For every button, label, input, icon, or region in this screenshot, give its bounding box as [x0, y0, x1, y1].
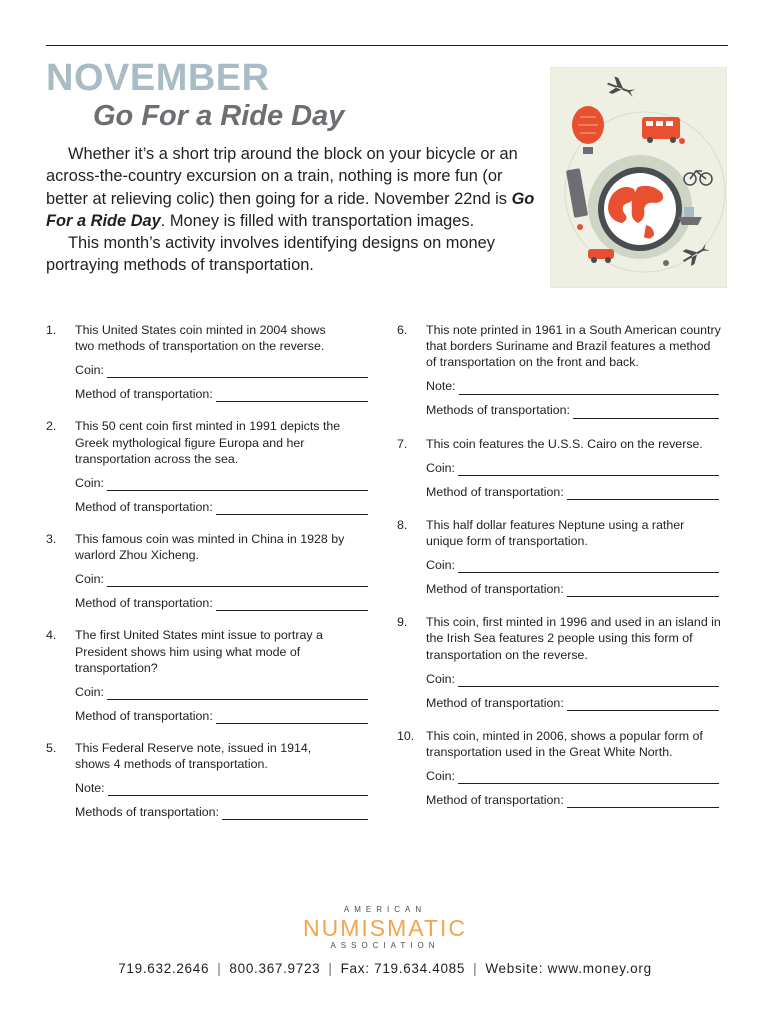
question-text: This coin features the U.S.S. Cairo on the reverse. — [426, 436, 703, 451]
question-text: This coin, first minted in 1996 and used in an island in the Irish Sea features 2 people using this form of transportation on the reverse. — [426, 615, 721, 662]
question-text: This Federal Reserve note, issued in 1914, shows 4 methods of transportation. — [75, 741, 312, 772]
question-9 — [397, 614, 722, 711]
question-text: This note printed in 1961 in a South American country that borders Suriname and Brazil features a method of transportation on the front and back. — [426, 323, 721, 370]
transportation-answer-field[interactable]: Method of transportation: — [426, 581, 719, 597]
transportation-answer-field[interactable]: Method of transportation: — [426, 484, 719, 500]
transportation-answer-field[interactable]: Methods of transportation: — [75, 804, 368, 820]
question-number: 5. — [46, 741, 57, 756]
logo-top-text: AMERICAN — [343, 905, 427, 914]
questions-left-column — [46, 322, 346, 820]
page-title: Go For a Ride Day — [93, 100, 345, 132]
question-number: 8. — [397, 517, 408, 532]
intro-text — [46, 143, 546, 277]
fax-number: Fax: 719.634.4085 — [340, 961, 466, 976]
question-4 — [46, 627, 346, 724]
coin-answer-field[interactable]: Coin: — [75, 362, 368, 378]
question-5 — [46, 740, 346, 820]
transportation-answer-field[interactable]: Methods of transportation: — [426, 403, 719, 419]
note-answer-field[interactable]: Note: — [75, 780, 368, 796]
coin-answer-field[interactable]: Coin: — [426, 460, 719, 476]
question-text: This famous coin was minted in China in 1928 by warlord Zhou Xicheng. — [75, 532, 345, 563]
question-8 — [397, 517, 722, 597]
question-number: 3. — [46, 532, 57, 547]
question-text: This half dollar features Neptune using a rather unique form of transportation. — [426, 517, 685, 549]
coin-answer-field[interactable]: Coin: — [75, 684, 368, 700]
question-number: 7. — [397, 436, 408, 451]
intro-paragraph-1: Whether it’s a short trip around the block on your bicycle or an across-the-country excursion on a train, nothing is more fun (or better at relieving colic) then going for a ride. November 22nd is Go For a Ride Day. Money is filled with transportation images. — [46, 145, 535, 230]
coin-answer-field[interactable]: Coin: — [426, 557, 719, 573]
website-link[interactable]: Website: www.money.org — [485, 961, 652, 976]
question-text: This United States coin minted in 2004 shows two methods of transportation on the reverse. — [75, 323, 326, 354]
transportation-answer-field[interactable]: Method of transportation: — [75, 595, 368, 611]
coin-answer-field[interactable]: Coin: — [426, 671, 719, 687]
transportation-answer-field[interactable]: Method of transportation: — [426, 695, 719, 711]
logo-main-text: NUMISMATIC — [303, 915, 467, 941]
question-number: 10. — [397, 728, 415, 743]
toll-free-number: 800.367.9723 — [229, 961, 321, 976]
coin-answer-field[interactable]: Coin: — [426, 768, 719, 784]
question-2 — [46, 418, 346, 515]
transportation-answer-field[interactable]: Method of transportation: — [75, 708, 368, 724]
transportation-answer-field[interactable]: Method of transportation: — [426, 792, 719, 808]
coin-answer-field[interactable]: Coin: — [75, 571, 368, 587]
month-heading: NOVEMBER — [46, 57, 270, 99]
phone-number: 719.632.2646 — [118, 961, 210, 976]
coin-answer-field[interactable]: Coin: — [75, 475, 368, 491]
question-6 — [397, 322, 722, 419]
question-number: 4. — [46, 628, 57, 643]
question-3 — [46, 531, 346, 611]
question-1 — [46, 322, 346, 402]
question-text: This 50 cent coin first minted in 1991 depicts the Greek mythological figure Europa and her transportation across the sea. — [75, 419, 341, 466]
questions-right-column — [397, 322, 722, 808]
ana-logo — [0, 905, 770, 951]
logo-bottom-text: ASSOCIATION — [330, 941, 440, 950]
note-answer-field[interactable]: Note: — [426, 379, 719, 395]
transportation-answer-field[interactable]: Method of transportation: — [75, 499, 368, 515]
question-7 — [397, 436, 722, 500]
question-number: 2. — [46, 419, 57, 434]
transportation-globe-illustration — [550, 67, 727, 288]
question-number: 9. — [397, 615, 408, 630]
question-number: 1. — [46, 323, 57, 337]
question-text: This coin, minted in 2006, shows a popular form of transportation used in the Great White North. — [426, 728, 703, 760]
question-text: The first United States mint issue to portray a President shows him using what mode of transportation? — [75, 628, 323, 675]
transportation-answer-field[interactable]: Method of transportation: — [75, 386, 368, 402]
question-10 — [397, 728, 722, 808]
top-rule — [46, 45, 728, 46]
contact-footer: 719.632.2646 | 800.367.9723 | Fax: 719.634.4085 | Website: www.money.org — [118, 961, 652, 976]
intro-paragraph-2: This month’s activity involves identifying designs on money portraying methods of transportation. — [46, 234, 495, 275]
question-number: 6. — [397, 323, 408, 337]
